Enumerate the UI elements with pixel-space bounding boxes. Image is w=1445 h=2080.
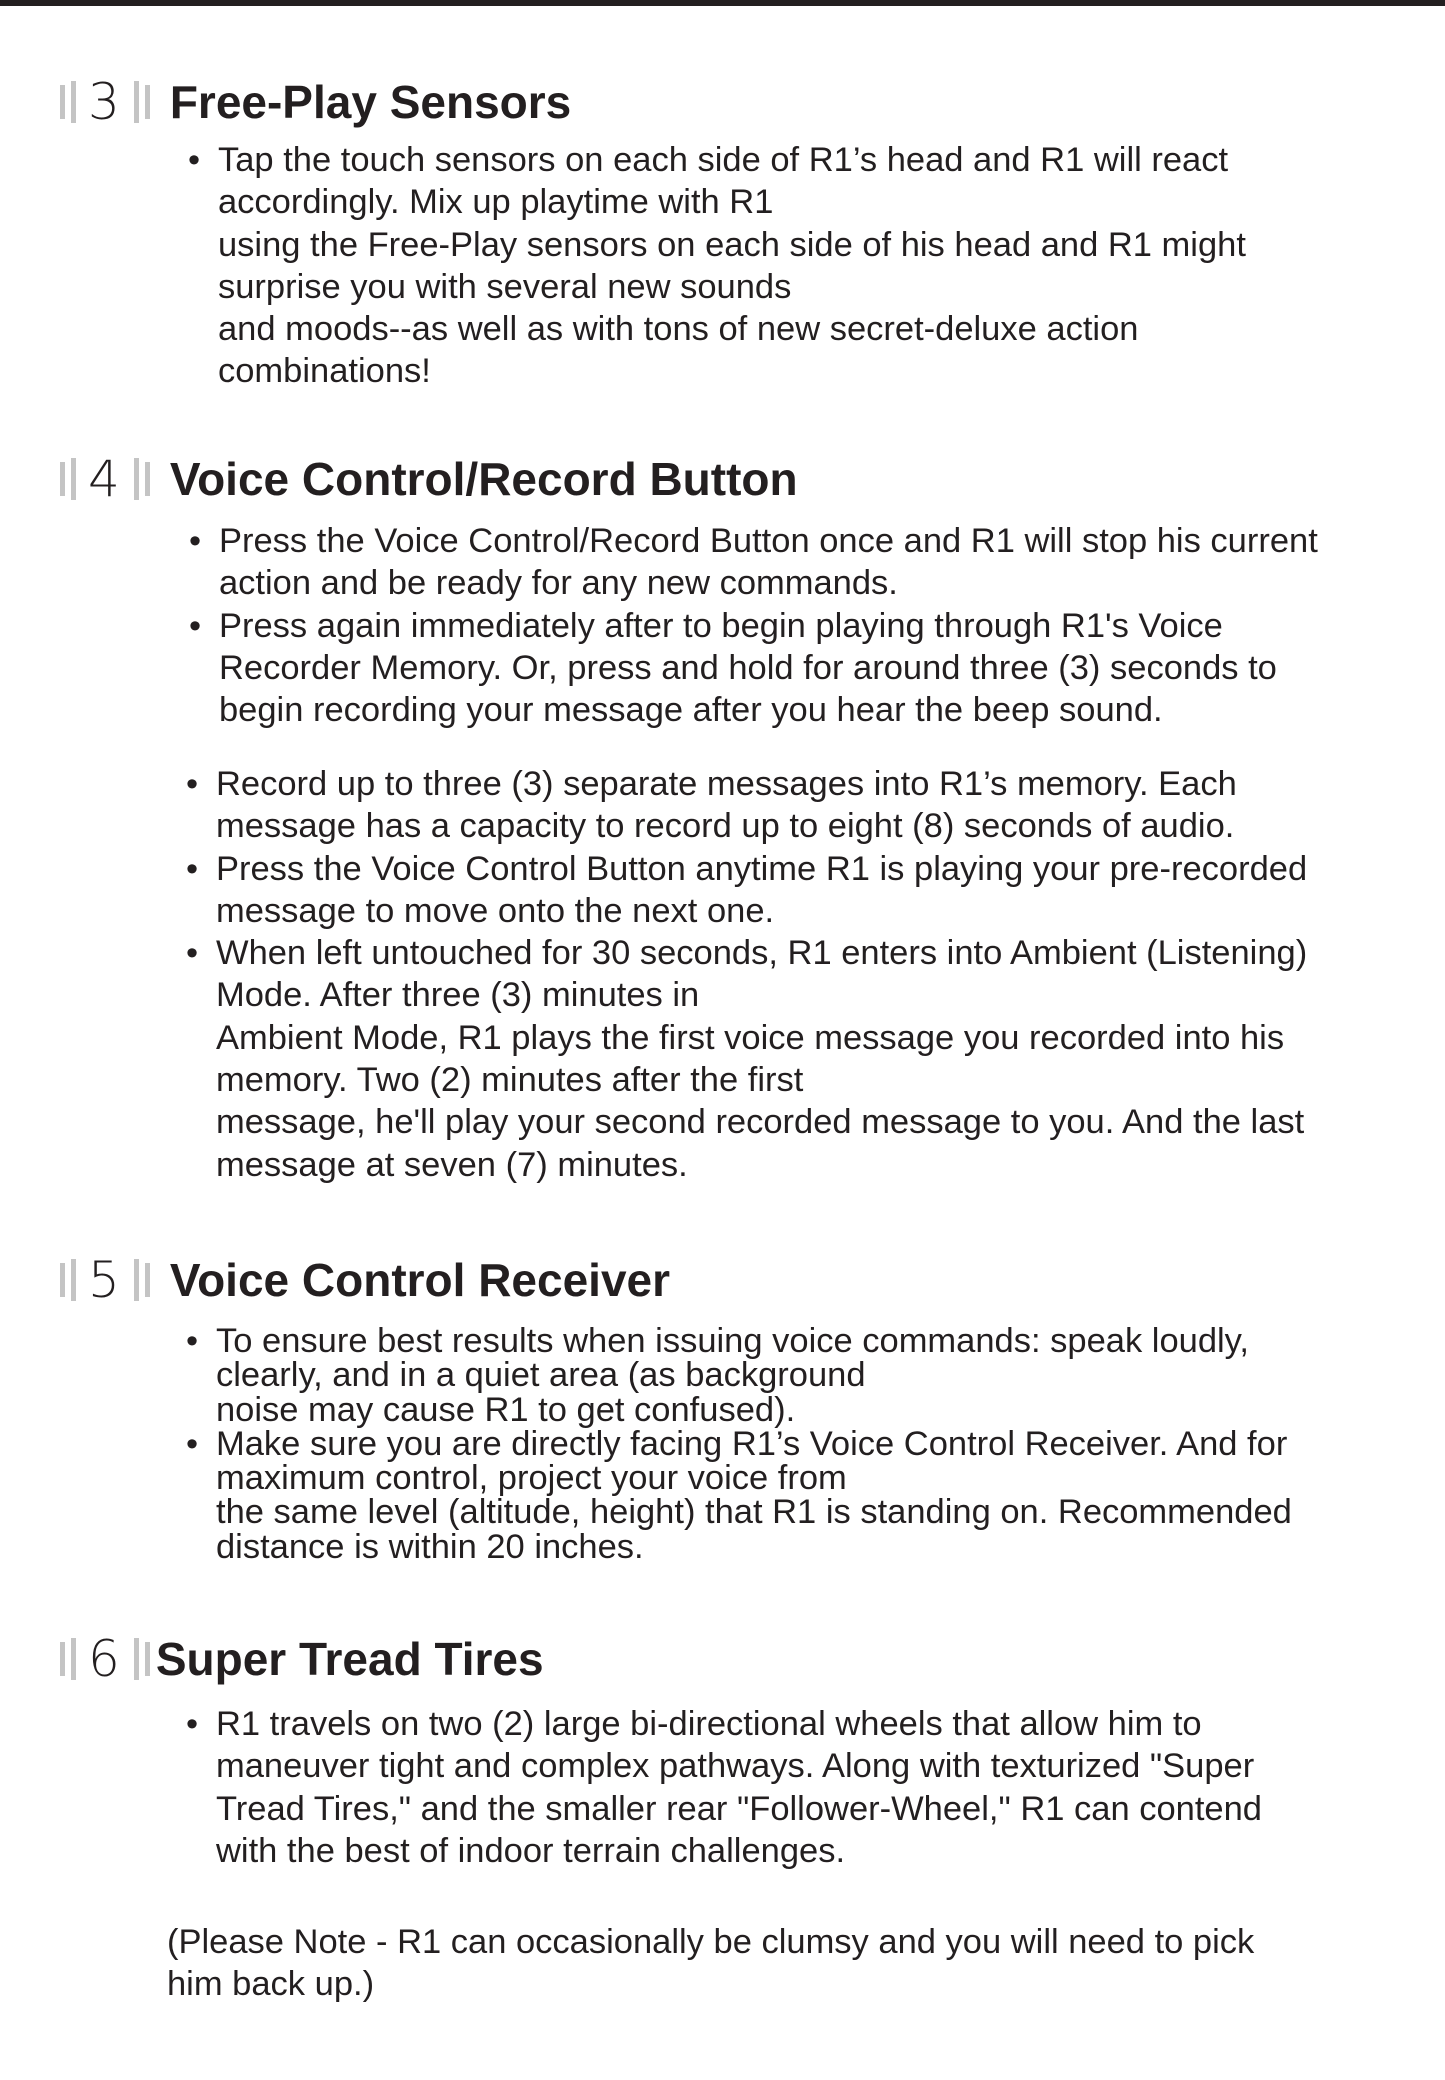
- divider-bars-icon: [60, 1258, 82, 1302]
- list-item: • Record up to three (3) separate messages into R1’s memory. Each message has a capacity to record up to eight (8) seconds of audio.: [186, 763, 1307, 848]
- section-title: Super Tread Tires: [155, 1633, 544, 1685]
- text-line: Mode. After three (3) minutes in: [216, 976, 700, 1015]
- text-line: message, he'll play your second recorded message to you. And the last: [216, 1103, 1305, 1142]
- text-line: Make sure you are directly facing R1’s Voice Control Receiver. And for: [216, 1424, 1288, 1463]
- text-line: the same level (altitude, height) that R1 is standing on. Recommended: [216, 1493, 1292, 1532]
- text-line: Ambient Mode, R1 plays the first voice message you recorded into his: [216, 1018, 1285, 1057]
- section-header: [60, 67, 571, 137]
- list-item: • Press the Voice Control/Record Button once and R1 will stop his current action and be ready for any new commands.: [189, 520, 1318, 605]
- text-line: action and be ready for any new commands.: [219, 564, 898, 603]
- text-line: begin recording your message after you hear the beep sound.: [219, 691, 1163, 730]
- section-header: [60, 1245, 670, 1315]
- text-line: Tread Tires," and the smaller rear "Follower-Wheel," R1 can contend: [216, 1789, 1262, 1828]
- section-title: Free-Play Sensors: [169, 76, 572, 128]
- divider-bars-icon: [134, 1637, 156, 1681]
- divider-bars-icon: [60, 1637, 82, 1681]
- section-title: Voice Control Receiver: [169, 1254, 671, 1306]
- divider-bars-icon: [60, 80, 82, 124]
- list-item: • To ensure best results when issuing voice commands: speak loudly, clearly, and in a quiet area (as background noise may cause R1 to get confused).: [186, 1324, 1292, 1427]
- text-line: maximum control, project your voice from: [216, 1459, 847, 1498]
- text-line: him back up.): [167, 1965, 375, 2004]
- list-item: • Tap the touch sensors on each side of R1’s head and R1 will react accordingly. Mix up playtime with R1 using the Free-Play sensors on each side of his head and R1 might surprise you with several new sounds and moods--as well as with tons of new secret-deluxe action combinations!: [188, 139, 1246, 393]
- section-number: 5: [88, 1251, 120, 1309]
- list-item: • When left untouched for 30 seconds, R1 enters into Ambient (Listening) Mode. After three (3) minutes in Ambient Mode, R1 plays the first voice message you recorded into his memory. Two (2) minutes after the first message, he'll play your second recorded message to you. And the last message at seven (7) minutes.: [186, 932, 1307, 1186]
- text-line: with the best of indoor terrain challenges.: [216, 1831, 846, 1870]
- text-line: Press the Voice Control/Record Button once and R1 will stop his current: [219, 522, 1318, 560]
- text-line: message at seven (7) minutes.: [216, 1145, 688, 1184]
- text-line: surprise you with several new sounds: [218, 267, 792, 306]
- section-number: 6: [88, 1630, 120, 1688]
- bullet-list: [186, 1703, 1262, 1872]
- text-line: and moods--as well as with tons of new secret-deluxe action: [218, 310, 1139, 349]
- list-item: • Press again immediately after to begin playing through R1's Voice Recorder Memory. Or, press and hold for around three (3) seconds to begin recording your message after you hear the beep sound.: [189, 605, 1318, 732]
- divider-bars-icon: [134, 457, 156, 501]
- section-header: [60, 1624, 544, 1694]
- bullet-list: [188, 139, 1246, 393]
- text-line: When left untouched for 30 seconds, R1 enters into Ambient (Listening): [216, 934, 1308, 973]
- list-item: • Press the Voice Control Button anytime R1 is playing your pre-recorded message to move onto the next one.: [186, 848, 1307, 933]
- text-line: maneuver tight and complex pathways. Along with texturized "Super: [216, 1747, 1255, 1786]
- text-line: message to move onto the next one.: [216, 891, 775, 930]
- text-line: To ensure best results when issuing voice commands: speak loudly,: [216, 1322, 1249, 1360]
- text-line: Record up to three (3) separate messages into R1’s memory. Each: [216, 765, 1237, 803]
- top-rule: [0, 0, 1445, 6]
- section-title: Voice Control/Record Button: [169, 453, 798, 505]
- section-number: 3: [88, 73, 120, 131]
- divider-bars-icon: [134, 80, 156, 124]
- text-line: accordingly. Mix up playtime with R1: [218, 183, 774, 222]
- divider-bars-icon: [60, 457, 82, 501]
- section-number: 4: [88, 450, 120, 508]
- list-item: • R1 travels on two (2) large bi-directional wheels that allow him to maneuver tight and complex pathways. Along with texturized "Super Tread Tires," and the smaller rear "Follower-Wheel," R1 can contend with the best of indoor terrain challenges.: [186, 1703, 1262, 1872]
- note-paragraph: [167, 1921, 1254, 2006]
- text-line: Press again immediately after to begin playing through R1's Voice: [219, 606, 1223, 645]
- bullet-list: [186, 1324, 1292, 1564]
- text-line: Recorder Memory. Or, press and hold for around three (3) seconds to: [219, 648, 1277, 687]
- divider-bars-icon: [134, 1258, 156, 1302]
- text-line: clearly, and in a quiet area (as background: [216, 1356, 866, 1395]
- bullet-list: [186, 763, 1307, 1186]
- text-line: R1 travels on two (2) large bi-directional wheels that allow him to: [216, 1705, 1202, 1743]
- list-item: • Make sure you are directly facing R1’s Voice Control Receiver. And for maximum control, project your voice from the same level (altitude, height) that R1 is standing on. Recommended distance is within 20 inches.: [186, 1424, 1292, 1566]
- bullet-list: [189, 520, 1318, 731]
- text-line: (Please Note - R1 can occasionally be clumsy and you will need to pick: [167, 1923, 1255, 1961]
- text-line: distance is within 20 inches.: [216, 1527, 644, 1566]
- text-line: message has a capacity to record up to eight (8) seconds of audio.: [216, 807, 1235, 846]
- text-line: noise may cause R1 to get confused).: [216, 1390, 796, 1429]
- text-line: memory. Two (2) minutes after the first: [216, 1061, 804, 1100]
- section-header: [60, 444, 798, 514]
- text-line: Tap the touch sensors on each side of R1’s head and R1 will react: [218, 141, 1229, 179]
- text-line: combinations!: [218, 352, 431, 391]
- text-line: Press the Voice Control Button anytime R1 is playing your pre-recorded: [216, 849, 1308, 888]
- text-line: using the Free-Play sensors on each side of his head and R1 might: [218, 225, 1246, 264]
